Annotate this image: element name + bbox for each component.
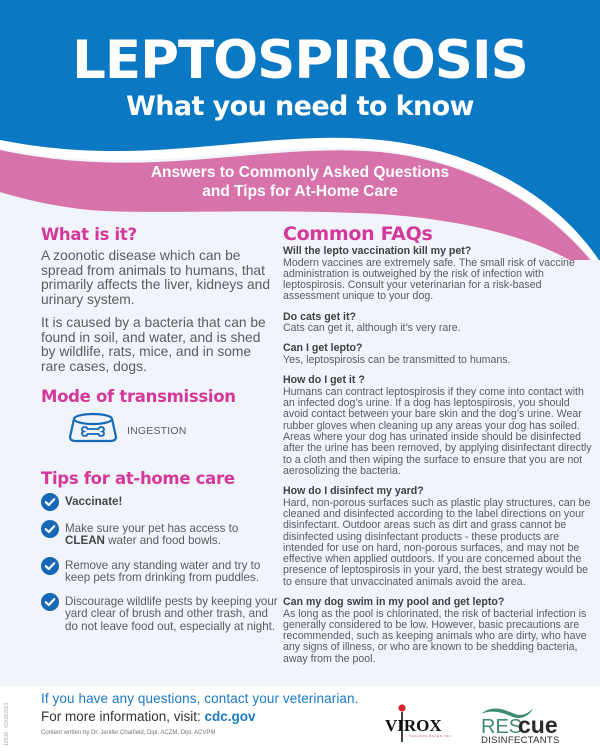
faq-question: How do I get it ? bbox=[283, 374, 365, 387]
svg-text:DISINFECTANTS: DISINFECTANTS bbox=[481, 735, 560, 745]
faq-heading: Common FAQs bbox=[283, 223, 433, 245]
banner-line-2: and Tips for At-Home Care bbox=[202, 183, 398, 200]
faq-item bbox=[283, 343, 593, 366]
cdc-link[interactable]: cdc.gov bbox=[204, 709, 256, 724]
faq-answer: As long as the pool is chlorinated, the risk of bacterial infection is generally considered to be low. However, basic precautions are recommended, such as keeping animals who are dirty, who have any signs of illness, or who are known to be shedding bacteria, away from the pool. bbox=[283, 607, 587, 665]
tip-bold: Vaccinate! bbox=[65, 495, 123, 508]
what-is-it-section bbox=[41, 225, 271, 374]
check-circle-icon bbox=[41, 557, 59, 575]
faq-question: Can I get lepto? bbox=[283, 342, 363, 355]
tip-rest: water and food bowls. bbox=[104, 534, 221, 548]
faq-answer: Modern vaccines are extremely safe. The small risk of vaccine administration is outweighed by the risk of infection with leptospirosis. Consult your veterinarian for a risk-based assessment unique to your dog. bbox=[283, 256, 575, 303]
tip-item bbox=[41, 593, 281, 633]
transmission-heading: Mode of transmission bbox=[41, 387, 236, 406]
svg-text:VIROX: VIROX bbox=[385, 716, 442, 735]
faq-answer: Yes, leptospirosis can be transmitted to humans. bbox=[283, 353, 511, 366]
footer-credit: Content written by Dr. Jenifer Chatfield, Dipl. ACZM, Dipl. ACVPM bbox=[41, 730, 216, 736]
tip-bold: CLEAN bbox=[65, 534, 105, 548]
faq-question: How do I disinfect my yard? bbox=[283, 485, 424, 498]
check-circle-icon bbox=[41, 520, 59, 538]
tips-heading: Tips for at-home care bbox=[41, 469, 235, 488]
faq-item bbox=[283, 375, 593, 477]
tip-item bbox=[41, 557, 281, 585]
what-is-it-heading: What is it? bbox=[41, 225, 137, 244]
tip-text: Remove any standing water and try to keep pets from drinking from puddles. bbox=[65, 558, 261, 584]
faq-section bbox=[283, 223, 593, 674]
faq-item bbox=[283, 312, 593, 335]
tip-text: Discourage wildlife pests by keeping your yard clear of brush and other trash, and do not leave food out, especially at night. bbox=[65, 595, 278, 633]
transmission-item bbox=[68, 412, 187, 449]
document-code: 16508 - 02/08/2021 bbox=[4, 702, 10, 746]
banner-line-1: Answers to Commonly Asked Questions bbox=[150, 164, 450, 181]
what-is-it-paragraph: It is caused by a bacteria that can be found in soil, and water, and is shed by wildlife, rats, mice, and in some rare cases, dogs. bbox=[41, 315, 266, 374]
tip-text bbox=[65, 493, 122, 508]
transmission-label: INGESTION bbox=[127, 424, 187, 437]
faq-answer: Cats can get it, although it’s very rare. bbox=[283, 322, 461, 335]
svg-text:RES: RES bbox=[481, 716, 523, 738]
dog-bowl-icon bbox=[68, 412, 118, 449]
faq-question: Can my dog swim in my pool and get lepto? bbox=[283, 596, 505, 609]
tips-list bbox=[41, 493, 281, 642]
check-circle-icon bbox=[41, 493, 59, 511]
svg-text:cue: cue bbox=[518, 712, 558, 738]
svg-text:TECHNOLOGIES INC: TECHNOLOGIES INC bbox=[409, 734, 452, 738]
tip-item bbox=[41, 493, 281, 511]
faq-answer: Humans can contract leptospirosis if they come into contact with an infected dog’s urine. If a dog has leptospirosis, you should avoid contact between your bare skin and the dog’s urine. Wear rubber gloves when cleaning up any areas your dog has soiled. Areas where your dog has urinated inside should be disinfected after the urine has been removed, by applying disinfectant directly to a cloth and then wiping the surface to ensure that you are not aerosolizing the bacteria. bbox=[283, 385, 592, 477]
faq-answer: Hard, non-porous surfaces such as plastic play structures, can be cleaned and disinfected according to the label directions on your disinfectant. Outdoor areas such as dirt and grass cannot be disinfected using disinfectant products - these products are intended for use on hard, non-porous surfaces, and may not be effective when applied outdoors. If you are concerned about the presence of leptospirosis in your yard, the best strategy would be to ensure that unvaccinated animals avoid the area. bbox=[283, 496, 591, 588]
faq-item bbox=[283, 486, 593, 588]
tip-item bbox=[41, 520, 281, 548]
footer-contact-line: If you have any questions, contact your veterinarian. bbox=[41, 691, 359, 706]
faq-question: Will the lepto vaccination kill my pet? bbox=[283, 245, 472, 257]
faq-item bbox=[283, 246, 593, 303]
tip-pre: Make sure your pet has access to bbox=[65, 522, 239, 535]
footer-info-line bbox=[41, 709, 256, 724]
footer-info-prefix: For more information, visit: bbox=[41, 709, 205, 724]
virox-logo bbox=[383, 700, 463, 745]
rescue-logo bbox=[473, 700, 583, 745]
page-title: LEPTOSPIROSIS bbox=[72, 30, 528, 91]
check-circle-icon bbox=[41, 593, 59, 611]
what-is-it-paragraph: A zoonotic disease which can be spread from animals to humans, that primarily affects the liver, kidneys and urinary system. bbox=[41, 248, 271, 307]
page-subtitle: What you need to know bbox=[126, 91, 474, 122]
faq-item bbox=[283, 597, 593, 665]
tip-text bbox=[65, 520, 281, 548]
faq-question: Do cats get it? bbox=[283, 310, 356, 323]
banner-text bbox=[0, 163, 600, 201]
